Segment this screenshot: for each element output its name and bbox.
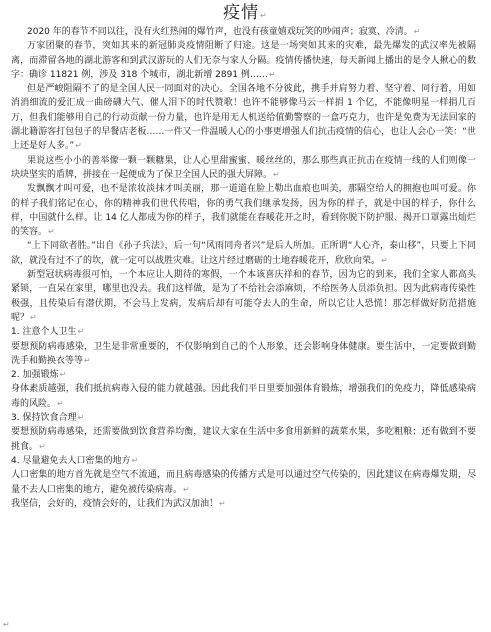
- paragraph: 果说这些小小的善举像一颗一颗糖果，让人心里甜蜜蜜、暖丝丝的，那么那些真正抗击在疫情一线的人们则像一块块坚实的盾牌，拼接在一起便成为了保卫全国人民的强大屏障。↵: [11, 155, 476, 180]
- list-heading: 2. 加强锻炼↵: [11, 370, 67, 381]
- paragraph: 但是严峻阻隔不了的是全国人民一同面对的决心。全国各地不分彼此，携手并肩努力着、坚守着、同行着，用如消消细流的爱汇成一曲磅礴大气、催人泪下的时代赞歌！也许不能够像马云一样捐 1 个亿，不能像明星一样捐几百万，但我们能够用自己的行动贡献一份力量，也许是用无人机送给值勤警察的一盒巧克力，也许是免费为无法回家的湖北籍游客打包包子的早餐店老板……一件又一件温暖人心的小事更增强人们抗击疫情的信心，也让人会心一笑：“世上还是好人多。”↵: [11, 84, 476, 152]
- paragraph: 新型冠状病毒很可怕，一个本应让人期待的寒假，一个本该喜庆祥和的春节，因为它的到来，我们全家人都高头紧锁，一直呆在家里，哪里也没去。我们这样做，是为了不给社会添麻烦，不给医务人员添负担。因为此病毒传染性极强，且传染后有潜伏期，不会马上发病，发病后却有可能夺去人的生命，所以它让人恐慌！那怎样做好防范措施呢？↵: [11, 270, 476, 323]
- paragraph: 我坚信，会好的，疫情会好的，让我们为武汉加油！↵: [11, 498, 226, 509]
- list-heading: 4. 尽量避免去人口密集的地方↵: [11, 455, 139, 466]
- paragraph-mark-icon: ↵: [131, 455, 139, 465]
- paragraph-mark-icon: ↵: [413, 27, 421, 36]
- paragraph-mark-icon: ↵: [77, 327, 85, 337]
- paragraph: 要想预防病毒感染，还需要做到饮食营养均衡，建议大家在生活中多食用新鲜的蔬菜水果，多吃粗粮；还有做到不要挑食。↵: [11, 427, 476, 452]
- paragraph-mark-icon: ↵: [183, 484, 190, 494]
- paragraph-mark-icon: ↵: [273, 169, 280, 179]
- paragraph-mark-icon: ↵: [59, 370, 67, 380]
- list-heading: 3. 保持饮食合理↵: [11, 413, 85, 424]
- paragraph: 2020 年的春节不同以往，没有火红热闹的爆竹声，也没有孩童嬉戏玩笑的吵闹声；寂寞、冷清。↵: [27, 27, 421, 37]
- paragraph-mark-icon: ↵: [84, 355, 91, 365]
- paragraph: 万家团聚的春节，突如其来的新冠肺炎疫情阻断了归途。这是一场突如其来的灾难，最先爆发的武汉率先被隔离，而滞留各地的湖北游客和到武汉游玩的人们无奈与家人分隔。疫情传播快速，每天新闻上播出的是令人揪心的数字：确诊 11821 例，涉及 318 个城市，湖北新增 2891 例……↵: [11, 41, 476, 80]
- paragraph-mark-icon: ↵: [260, 11, 268, 20]
- paragraph-mark-icon: ↵: [39, 441, 46, 451]
- paragraph: 身体素质越强，我们抵抗病毒入侵的能力就越强。因此我们平日里要加强体育锻炼，增强我们的免疫力，降低感染病毒的风险。↵: [11, 384, 476, 409]
- paragraph-mark-icon: ↵: [381, 255, 388, 265]
- paragraph-mark-icon: ↵: [30, 312, 37, 322]
- paragraph-mark-icon: ↵: [3, 620, 10, 629]
- paragraph-mark-icon: ↵: [57, 398, 64, 408]
- paragraph-mark-icon: ↵: [77, 413, 85, 423]
- paragraph: 发飘飘才叫可爱，也不是浓妆淡抹才叫美丽，那一道道在脸上勒出血痕也叫美，那隔空给人的拥抱也叫可爱。你的样子我们铭记在心，你的精神我们世代传唱，你的勇气我们继承发扬，因为你的样子，就是中国的样子，你什么样，中国就什么样。让 14 亿人都成为你的样子，我们就能在春暖花开之时，看到你脱下防护服、揭开口罩露出灿烂的笑容。↵: [11, 184, 476, 238]
- paragraph-mark-icon: ↵: [75, 141, 82, 151]
- document-body: [11, 25, 476, 511]
- paragraph: “上下同欲者胜。”出自《孙子兵法》，后一句“风雨同舟者兴”是后人所加。正所谓“人心齐，泰山移”，只要上下同欲，就没有过不了的坎，就一定可以战胜灾难。让这片经过磨砺的土地春暖花开，欣欣向荣。↵: [11, 241, 476, 266]
- document-title: 疫情↵: [223, 3, 268, 23]
- paragraph-mark-icon: ↵: [219, 498, 226, 508]
- paragraph: 人口密集的地方首先就是空气不流通，而且病毒感染的传播方式是可以通过空气传染的，因此建议在病毒爆发期，尽量不去人口密集的地方，避免被传染病毒。↵: [11, 470, 476, 495]
- list-heading: 1. 注意个人卫生↵: [11, 327, 85, 338]
- paragraph-mark-icon: ↵: [48, 227, 55, 237]
- paragraph-mark-icon: ↵: [268, 69, 276, 79]
- paragraph: 要想预防病毒感染，卫生是非常重要的，不仅影响到自己的个人形象，还会影响身体健康。要生活中，一定要做到勤洗手和勤换衣等等↵: [11, 341, 476, 366]
